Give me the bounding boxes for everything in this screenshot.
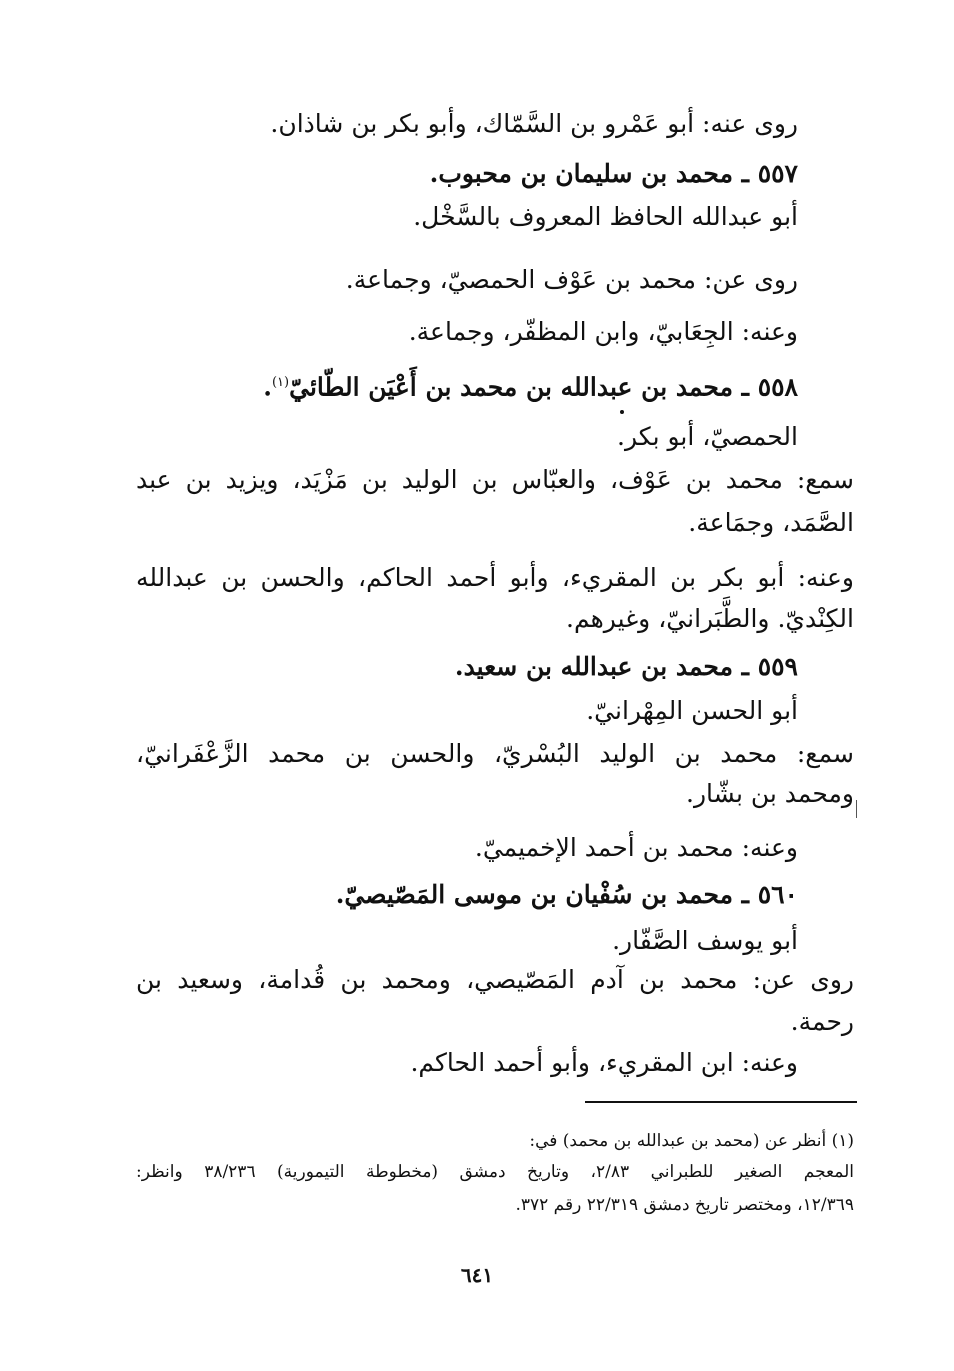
page-number: ٦٤١ (460, 1263, 494, 1287)
entry-558-heading-text: ٥٥٨ ـ محمد بن عبدالله بن محمد بن أَعْيَن الطّائيّ (289, 372, 798, 402)
entry-557-heading: ٥٥٧ ـ محمد بن سليمان بن محبوب. (429, 159, 798, 188)
entry-557-narrators: وعنه: الجِعَابيّ، وابن المظفّر، وجماعة. (408, 317, 798, 346)
footnote-1-line-2: المعجم الصغير للطبراني ٢/٨٣، وتاريخ دمشق (مخطوطة التيمورية) ٣٨/٢٣٦ وانظر: (136, 1162, 854, 1182)
entry-560-narrated-from-line-2: رحمة. (790, 1007, 854, 1036)
entry-558-heading (263, 366, 798, 404)
footnote-separator (585, 1101, 857, 1103)
entry-560-heading: ٥٦٠ ـ محمد بن سُفْيان بن موسى المَصّيصيّ. (335, 880, 798, 909)
entry-558-heard-line-2: الصَّمَد، وجمَاعة. (688, 508, 854, 537)
entry-559-heading: ٥٥٩ ـ محمد بن عبدالله بن سعيد. (454, 652, 798, 681)
entry-558-heard-line-1: سمع: محمد بن عَوْف، والعبّاس بن الوليد بن مَزْيَد، ويزيد بن عبد (136, 465, 854, 494)
entry-559-heard-line-2: ومحمد بن بشّار. (686, 779, 854, 808)
entry-558-kunya: الحمصيّ، أبو بكر. (617, 422, 798, 451)
entry-558-heading-end: . (263, 372, 272, 402)
entry-557-kunya: أبو عبدالله الحافظ المعروف بالسَّخْل. (413, 202, 798, 231)
footnote-reference: (١) (271, 375, 290, 390)
entry-560-narrators: وعنه: ابن المقريء، وأبو أحمد الحاكم. (410, 1048, 798, 1077)
entry-556-narrators-line: روى عنه: أبو عَمْرو بن السَّمّاك، وأبو بكر بن شاذان. (270, 109, 798, 138)
entry-560-narrated-from-line-1: روى عن: محمد بن آدم المَصّيصي، ومحمد بن قُدامة، وسعيد بن (136, 965, 854, 994)
margin-mark (856, 800, 857, 818)
footnote-1-line-3: ١٢/٣٦٩، ومختصر تاريخ دمشق ٢٢/٣١٩ رقم ٣٧٢. (515, 1195, 854, 1215)
entry-559-heard-line-1: سمع: محمد بن الوليد البُسْريّ، والحسن بن محمد الزَّعْفَرانيّ، (136, 739, 854, 768)
footnote-1-line-1: (١) أنظر عن (محمد بن عبدالله بن محمد) في: (529, 1131, 854, 1151)
stray-dot-mark (620, 410, 624, 414)
entry-558-narrators-line-2: الكِنْديّ. والطَّبَرانيّ، وغيرهم. (566, 604, 854, 633)
entry-559-kunya: أبو الحسن المِهْرانيّ. (586, 696, 798, 725)
entry-559-narrators: وعنه: محمد بن أحمد الإخميميّ. (474, 833, 798, 862)
entry-557-narrated-from: روى عن: محمد بن عَوْف الحمصيّ، وجماعة. (345, 265, 798, 294)
entry-560-kunya: أبو يوسف الصَّفّار. (612, 926, 798, 955)
entry-558-narrators-line-1: وعنه: أبو بكر بن المقريء، وأبو أحمد الحاكم، والحسن بن عبدالله (136, 563, 854, 592)
